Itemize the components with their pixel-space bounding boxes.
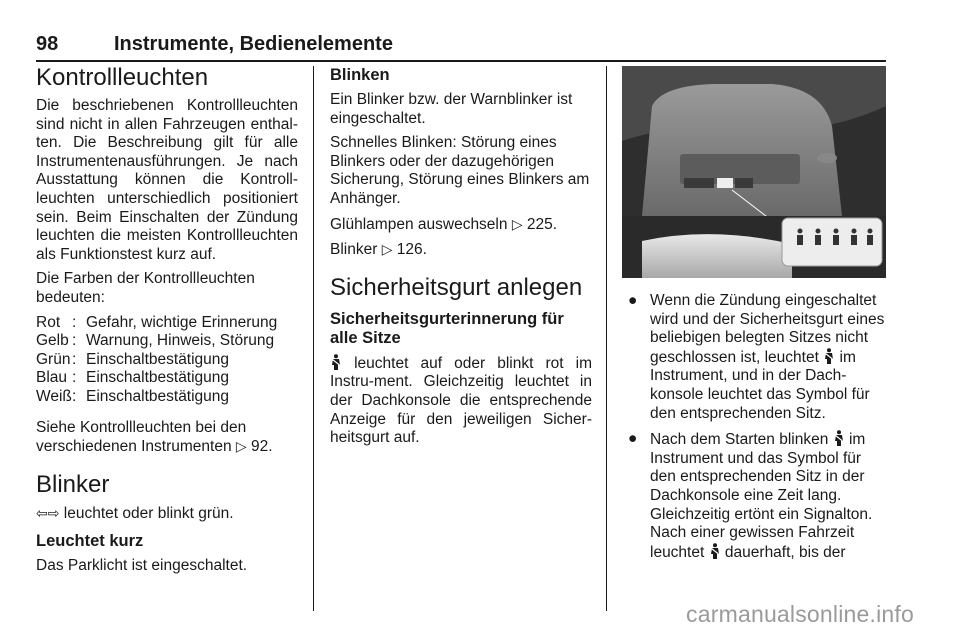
- bullet-icon: ●: [628, 430, 638, 448]
- see-also-text: Siehe Kontrollleuchten bei den verschiedenen Instrumenten: [36, 418, 247, 456]
- bullet-text: Nach dem Starten blinken: [650, 431, 829, 449]
- seatbelt-text: leuchtet auf oder blinkt rot im Instru-ment. Gleichzeitig leuchtet in der Dachkonsole die entsprechende Anzeige für den jeweiligen Sicher-heitsgurt auf.: [330, 354, 592, 447]
- bullet-text: Wenn die Zündung eingeschaltet wird und der Sicherheitsgurt eines beliebigen belegten Sitzes nicht geschlossen ist, leuchtet: [650, 292, 885, 366]
- heading-gurterinnerung: Sicherheitsgurterinnerung für alle Sitze: [330, 309, 564, 347]
- color-name: Rot: [36, 313, 61, 331]
- bulb-text: Glühlampen auswechseln: [330, 215, 508, 233]
- table-row: [36, 351, 277, 370]
- turn-signal-icon: ⇦⇨: [36, 504, 60, 521]
- reference-arrow-icon: ▷: [235, 438, 247, 455]
- seatbelt-person-icon: [709, 543, 721, 559]
- color-name: Grün: [36, 350, 71, 368]
- separator: :: [72, 350, 77, 368]
- color-meaning-table: [36, 314, 277, 407]
- color-meaning: Gefahr, wichtige Erinnerung: [86, 313, 278, 331]
- color-name: Blau: [36, 369, 68, 387]
- parklicht-paragraph: Das Parklicht ist eingeschaltet.: [36, 557, 248, 575]
- column-left: [36, 64, 298, 582]
- header-rule: [36, 60, 886, 62]
- column-divider: [606, 66, 607, 611]
- color-meaning: Einschaltbestätigung: [86, 350, 230, 368]
- bulb-paragraph: [330, 215, 592, 235]
- reference-arrow-icon: ▷: [381, 241, 393, 258]
- heading-blinken: Blinken: [330, 66, 390, 84]
- seatbelt-person-icon: [833, 430, 845, 446]
- heading-kontrollleuchten: Kontrollleuchten: [36, 64, 209, 91]
- color-meaning: Einschaltbestätigung: [86, 369, 230, 387]
- seatbelt-person-icon: [823, 348, 835, 364]
- blinken-paragraph: Ein Blinker bzw. der Warnblinker ist eingeschaltet.: [330, 91, 573, 127]
- seatbelt-bullet-list: [622, 292, 888, 562]
- heading-sicherheitsgurt: Sicherheitsgurt anlegen: [330, 273, 583, 301]
- column-right: [622, 292, 888, 569]
- blinker-text: leuchtet oder blinkt grün.: [63, 504, 234, 522]
- bullet-text: im Instrument, und in der Dach-konsole leuchtet das Symbol für den entsprechenden Sitz.: [650, 348, 870, 422]
- see-also-paragraph: [36, 419, 298, 457]
- bullet-text: dauerhaft, bis der: [724, 543, 846, 561]
- heading-leuchtet-kurz: Leuchtet kurz: [36, 532, 144, 551]
- fast-blink-paragraph: Schnelles Blinken: Störung eines Blinkers oder der dazugehörigen Sicherung, Störung eines Blinkers am Anhänger.: [330, 134, 590, 207]
- list-item: [622, 430, 888, 562]
- color-meaning: Warnung, Hinweis, Störung: [86, 332, 275, 350]
- table-row: [36, 388, 277, 407]
- bullet-text: im Instrument und das Symbol für den entsprechenden Sitz in der Dachkonsole eine Zeit lang. Gleichzeitig ertönt ein Signalton. Nach einer gewissen Fahrzeit leuchtet: [650, 431, 873, 561]
- blinker-ref-paragraph: [330, 240, 592, 260]
- blinker-ref-text: Blinker: [330, 241, 378, 259]
- page-reference-link[interactable]: 126.: [396, 241, 427, 259]
- page-header: [36, 33, 886, 57]
- column-divider: [313, 66, 314, 611]
- separator: :: [72, 387, 77, 405]
- watermark: carmanualsonline.info: [686, 601, 914, 627]
- table-row: [36, 332, 277, 351]
- colors-intro: Die Farben der Kontrollleuchten bedeuten:: [36, 270, 255, 306]
- table-row: [36, 369, 277, 388]
- intro-paragraph: Die beschriebenen Kontrollleuchten sind nicht in allen Fahrzeugen enthal-ten. Die Beschreibung gilt für alle Instrumentenausführungen. Je nach Ausstattung können die Kontroll-leuchten unterschiedlich positioniert sein. Beim Einschalten der Zündung leuchten die meisten Kontrollleuchten als Funktionstest kurz auf.: [36, 97, 298, 263]
- reference-arrow-icon: ▷: [511, 215, 523, 232]
- overhead-console-image: [622, 66, 886, 278]
- color-name: Gelb: [36, 332, 69, 350]
- section-title: Instrumente, Bedienelemente: [114, 33, 393, 55]
- page-reference-link[interactable]: 225.: [526, 215, 558, 233]
- heading-blinker: Blinker: [36, 470, 110, 498]
- table-row: [36, 314, 277, 333]
- seatbelt-paragraph: [330, 354, 592, 448]
- page-reference-link[interactable]: 92.: [251, 438, 273, 456]
- color-meaning: Einschaltbestätigung: [86, 387, 230, 405]
- seatbelt-person-icon: [330, 354, 342, 370]
- color-name: Weiß: [36, 387, 72, 405]
- blinker-paragraph: [36, 504, 298, 524]
- overhead-console-photo: [622, 66, 886, 278]
- page-number: 98: [36, 33, 59, 55]
- bullet-icon: ●: [628, 292, 638, 309]
- column-middle: [330, 64, 592, 454]
- separator: :: [72, 313, 77, 331]
- separator: :: [72, 369, 77, 387]
- separator: :: [72, 332, 77, 350]
- list-item: [622, 292, 888, 423]
